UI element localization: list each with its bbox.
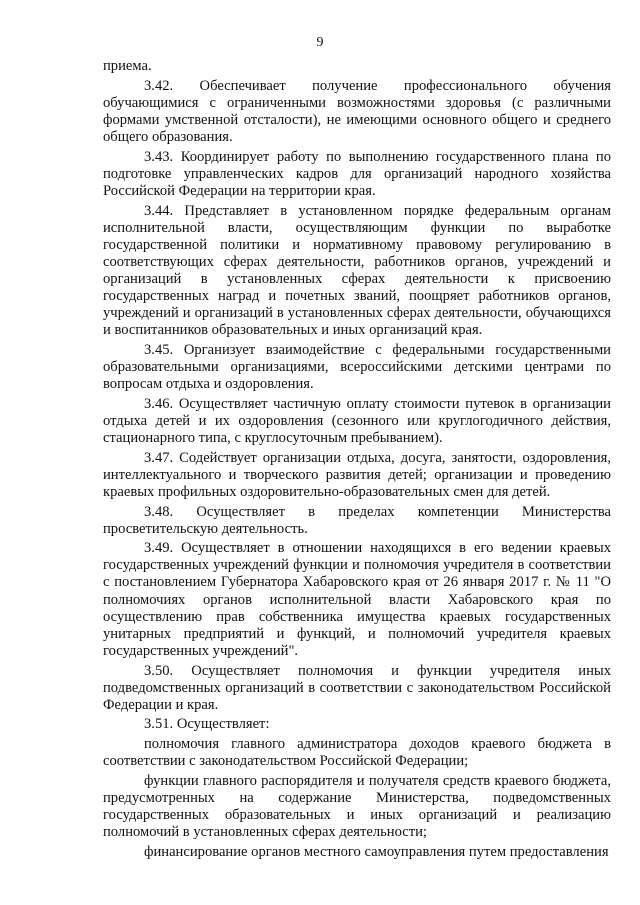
page-number: 9 — [316, 35, 324, 50]
paragraph: приема. — [103, 58, 152, 74]
paragraph: 3.51. Осуществляет: — [144, 716, 270, 733]
paragraph: 3.48. Осуществляет в пределах компетенции Министерства просветительскую деятельность. — [103, 503, 611, 537]
body-text — [103, 58, 611, 864]
paragraph: функции главного распорядителя и получателя средств краевого бюджета, предусмотренных на содержание Министерства, подведомственных государственных образовательных и иных организаций и реализацию полномочий в установленных сферах деятельности; — [103, 772, 611, 841]
paragraph: 3.49. Осуществляет в отношении находящихся в его ведении краевых государственных учреждений функции и полномочия учредителя в соответствии с постановлением Губернатора Хабаровского края от 26 января 2017 г. № 11 "О полномочиях органов исполнительной власти Хабаровского края по осуществлению прав собственника имущества краевых государственных унитарных предприятий и функций, и полномочий учредителя краевых государственных учреждений". — [103, 540, 611, 659]
paragraph: 3.43. Координирует работу по выполнению государственного плана по подготовке управленческих кадров для организаций народного хозяйства Российской Федерации на территории края. — [103, 148, 611, 199]
paragraph: 3.47. Содействует организации отдыха, досуга, занятости, оздоровления, интеллектуального и творческого развития детей; организации и проведению краевых профильных оздоровительно-образовательных смен для детей. — [103, 449, 611, 500]
paragraph: 3.50. Осуществляет полномочия и функции учредителя иных подведомственных организаций в соответствии с законодательством Российской Федерации и края. — [103, 662, 611, 713]
paragraph: полномочия главного администратора доходов краевого бюджета в соответствии с законодательством Российской Федерации; — [103, 736, 611, 770]
paragraph: 3.46. Осуществляет частичную оплату стоимости путевок в организации отдыха детей и их оздоровления (сезонного или круглогодичного действия, стационарного типа, с круглосуточным пребыванием). — [103, 395, 611, 446]
paragraph: 3.45. Организует взаимодействие с федеральными государственными образовательными организациями, всероссийскими детскими центрами по вопросам отдыха и оздоровления. — [103, 341, 611, 393]
paragraph: 3.42. Обеспечивает получение профессионального обучения обучающимися с ограниченными возможностями здоровья (с различными формами умственной отсталости), не имеющими основного общего и среднего общего образования. — [103, 77, 611, 145]
paragraph: финансирование органов местного самоуправления путем предоставления — [144, 843, 609, 860]
paragraph: 3.44. Представляет в установленном порядке федеральным органам исполнительной власти, осуществляющим функции по выработке государственной политики и нормативному правовому регулированию в соответствующих сферах деятельности, работников органов, учреждений и организаций в установленных сферах деятельности к присвоению государственных наград и почетных званий, поощряет работников органов, учреждений и организаций в установленных сферах деятельности, обучающихся и воспитанников образовательных и иных организаций края. — [103, 202, 611, 339]
